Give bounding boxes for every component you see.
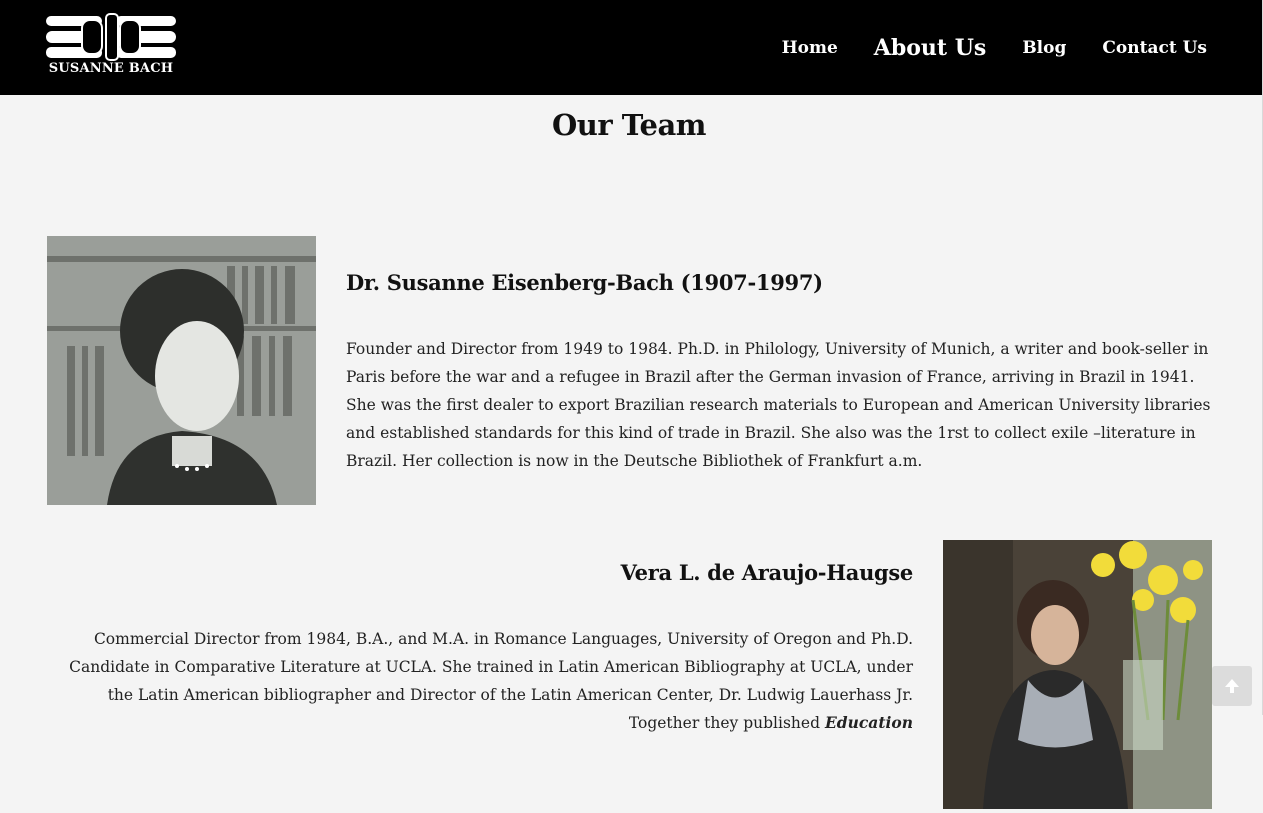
arrow-up-icon [1223,677,1241,695]
site-logo[interactable] [46,14,176,76]
member-name: Vera L. de Araujo-Haugse [620,560,913,585]
nav-item-home[interactable]: Home [781,37,838,58]
nav-item-blog[interactable]: Blog [1022,37,1067,58]
page-title: Our Team [552,108,706,142]
back-to-top-button[interactable] [1212,666,1252,706]
main-nav [746,0,1207,95]
member-photo-susanne [47,236,316,505]
book-title-emphasis: Education [824,713,913,732]
member-photo-vera [943,540,1212,809]
site-header [0,0,1262,95]
portrait-image [47,236,316,505]
nav-item-contact-us[interactable]: Contact Us [1102,37,1207,58]
member-bio: Founder and Director from 1949 to 1984. Ph.D. in Philology, University of Munich, a writer and book-seller in Paris before the war and a refugee in Brazil after the German invasion of France, arriving in Brazil in 1941. She was the first dealer to export Brazilian research materials to European and American University libraries and established standards for this kind of trade in Brazil. She also was the 1rst to collect exile –literature in Brazil. Her collection is now in the Deutsche Bibliothek of Frankfurt a.m. [346,340,1211,470]
member-bio [40,625,913,737]
portrait-image [943,540,1212,809]
logo-mark-icon [46,14,176,60]
member-bio-text: Commercial Director from 1984, B.A., and M.A. in Romance Languages, University of Oregon and Ph.D. Candidate in Comparative Literature at UCLA. She trained in Latin American Bibliography at UCLA, under the Latin American bibliographer and Director of the Latin American Center, Dr. Ludwig Lauerhass Jr. Together they published [69,630,913,732]
member-name: Dr. Susanne Eisenberg-Bach (1907-1997) [346,270,823,295]
logo-wordmark: SUSANNE BACH [48,61,174,76]
nav-item-about-us[interactable]: About Us [873,34,987,61]
